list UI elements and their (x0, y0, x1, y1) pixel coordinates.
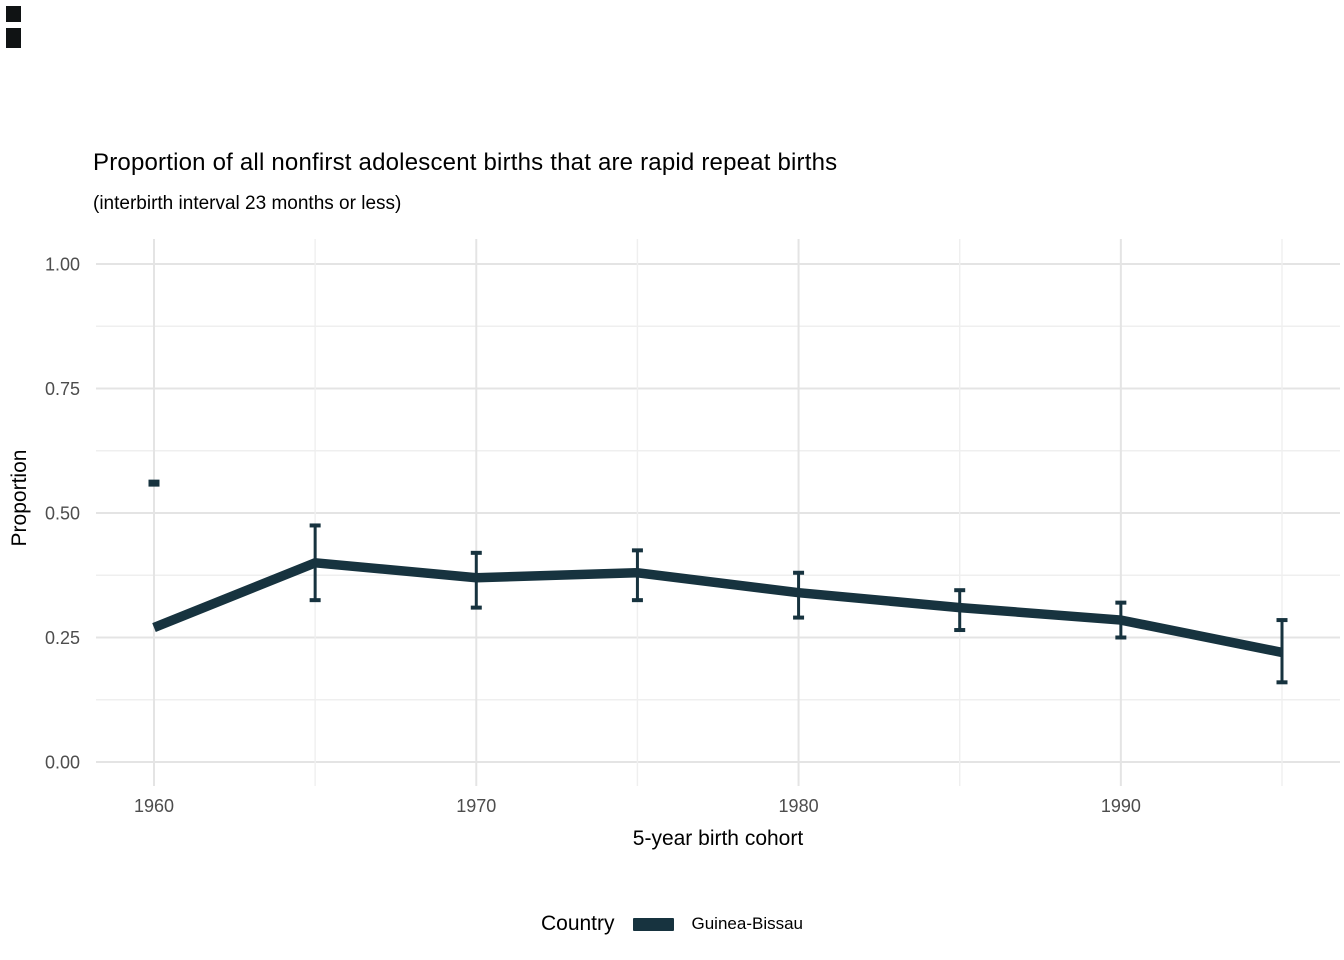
series-line-guinea-bissau (154, 563, 1282, 653)
y-tick-label: 0.50 (44, 503, 80, 524)
chart-title: Proportion of all nonfirst adolescent births that are rapid repeat births (93, 149, 838, 176)
legend (0, 905, 1344, 943)
y-tick-label: 0.25 (44, 628, 80, 648)
y-tick-label: 0.75 (44, 379, 80, 399)
x-tick-label: 1970 (456, 796, 497, 816)
legend-entry-label: Guinea-Bissau (691, 914, 804, 933)
x-tick-label: 1960 (133, 796, 175, 816)
legend-title: Country (540, 912, 615, 935)
x-tick-label: 1980 (778, 796, 819, 816)
y-axis-title: Proportion (8, 449, 31, 547)
y-tick-label: 0.00 (44, 752, 80, 773)
legend-key-swatch (633, 918, 674, 931)
y-tick-label: 1.00 (44, 254, 80, 275)
x-axis-title: 5-year birth cohort (632, 827, 804, 850)
chart-subtitle: (interbirth interval 23 months or less) (93, 193, 402, 214)
x-tick-label: 1990 (1100, 796, 1141, 816)
